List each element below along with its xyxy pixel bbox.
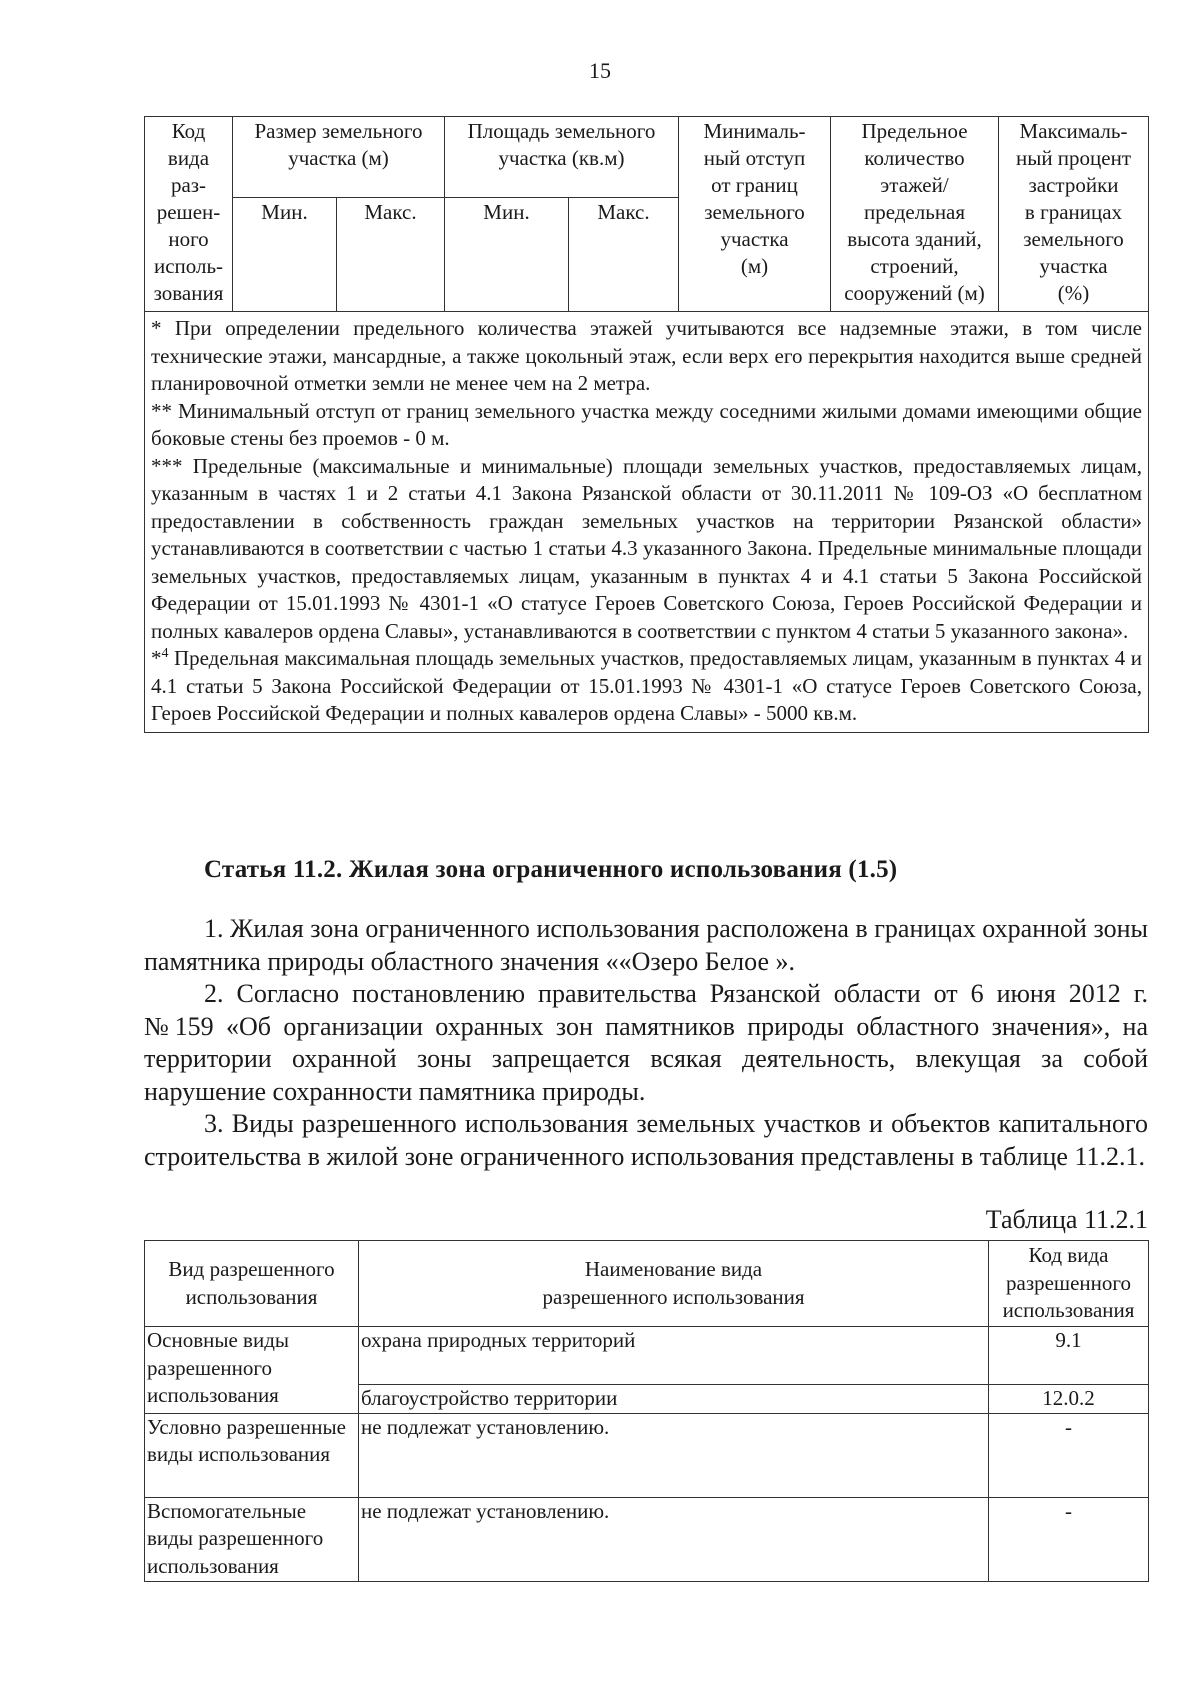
header-size-max: Макс. xyxy=(337,198,445,312)
table-caption: Таблица 11.2.1 xyxy=(985,1205,1148,1234)
use-group-auxiliary: Вспомогательные виды разрешенного использования xyxy=(145,1497,359,1581)
header-max-coverage: Максималь- ный процент застройки в границах земельного участка (%) xyxy=(999,117,1149,312)
header-area-max: Макс. xyxy=(569,198,679,312)
table-footnotes xyxy=(145,312,1149,733)
header-max-floors: Предельное количество этажей/ предельная высота зданий, строений, сооружений (м) xyxy=(831,117,999,312)
paragraph-2: 2. Согласно постановлению правительства Рязанской области от 6 июня 2012 г. №159 «Об организации охранных зон памятников природы областного значения», на территории охранной зоны запрещается всякая деятельность, влекущая за собой нарушение сохранности памятника природы. xyxy=(144,979,1148,1106)
header-min-offset: Минималь- ный отступ от границ земельного участка (м) xyxy=(679,117,831,312)
use-name: охрана природных территорий xyxy=(359,1327,989,1385)
use-code: - xyxy=(989,1497,1149,1581)
header-use-name: Наименование вида разрешенного использования xyxy=(359,1241,989,1327)
use-name: благоустройство территории xyxy=(359,1385,989,1414)
table-row xyxy=(145,1497,1149,1581)
footnote-4: *$^4$ Предельная максимальная площадь земельных участков, предоставляемых лицам, указанным в пунктах 4 и 4.1 статьи 5 Закона Российской Федерации от 15.01.1993 № 4301-1 «О статусе Героев Советского Союза, Героев Российской Федерации и полных кавалеров ордена Славы» - 5000 кв.м. xyxy=(151,646,1142,725)
header-area-min: Мин. xyxy=(445,198,569,312)
article-body xyxy=(144,913,1148,1173)
permitted-uses-table xyxy=(144,1240,1149,1582)
footnote-2: ** Минимальный отступ от границ земельного участка между соседними жилыми домами имеющими общие боковые стены без проемов - 0 м. xyxy=(151,398,1142,450)
table-row xyxy=(145,1327,1149,1385)
article-title: Статья 11.2. Жилая зона ограниченного использования (1.5) xyxy=(204,856,898,883)
header-plot-size: Размер земельного участка (м) xyxy=(233,117,445,198)
header-plot-area: Площадь земельного участка (кв.м) xyxy=(445,117,679,198)
footnote-1: * При определении предельного количества этажей учитываются все надземные этажи, в том числе технические этажи, мансардные, а также цокольный этаж, если верх его перекрытия находится выше средней планировочной отметки земли не менее чем на 2 метра. xyxy=(151,316,1142,395)
use-name: не подлежат установлению. xyxy=(359,1497,989,1581)
table-row xyxy=(145,1413,1149,1497)
header-code: Код вида раз- решен- ного исполь- зования xyxy=(145,117,233,312)
use-name: не подлежат установлению. xyxy=(359,1413,989,1497)
use-code: - xyxy=(989,1413,1149,1497)
zoning-parameters-table xyxy=(144,116,1149,733)
use-group-main: Основные виды разрешенного использования xyxy=(145,1327,359,1414)
page-number: 15 xyxy=(589,58,611,83)
paragraph-1: 1. Жилая зона ограниченного использования расположена в границах охранной зоны памятника природы областного значения ««Озеро Белое ». xyxy=(144,914,1148,976)
use-code: 12.0.2 xyxy=(989,1385,1149,1414)
paragraph-3: 3. Виды разрешенного использования земельных участков и объектов капитального строительства в жилой зоне ограниченного использования представлены в таблице 11.2.1. xyxy=(144,1109,1148,1171)
footnote-3: *** Предельные (максимальные и минимальные) площади земельных участков, предоставляемых лицам, указанным в частях 1 и 2 статьи 4.1 Закона Рязанской области от 30.11.2011 № 109-ОЗ «О бесплатном предоставлении в собственность граждан земельных участков на территории Рязанской области» устанавливаются в соответствии с частью 1 статьи 4.3 указанного Закона. Предельные минимальные площади земельных участков, предоставляемых лицам, указанным в пунктах 4 и 4.1 статьи 5 Закона Российской Федерации от 15.01.1993 № 4301-1 «О статусе Героев Советского Союза, Героев Российской Федерации и полных кавалеров ордена Славы», устанавливаются в соответствии с пунктом 4 статьи 5 указанного закона». xyxy=(151,453,1142,643)
use-group-conditional: Условно разрешенные виды использования xyxy=(145,1413,359,1497)
header-size-min: Мин. xyxy=(233,198,337,312)
header-use-code: Код вида разрешенного использования xyxy=(989,1241,1149,1327)
use-code: 9.1 xyxy=(989,1327,1149,1385)
header-use-type: Вид разрешенного использования xyxy=(145,1241,359,1327)
